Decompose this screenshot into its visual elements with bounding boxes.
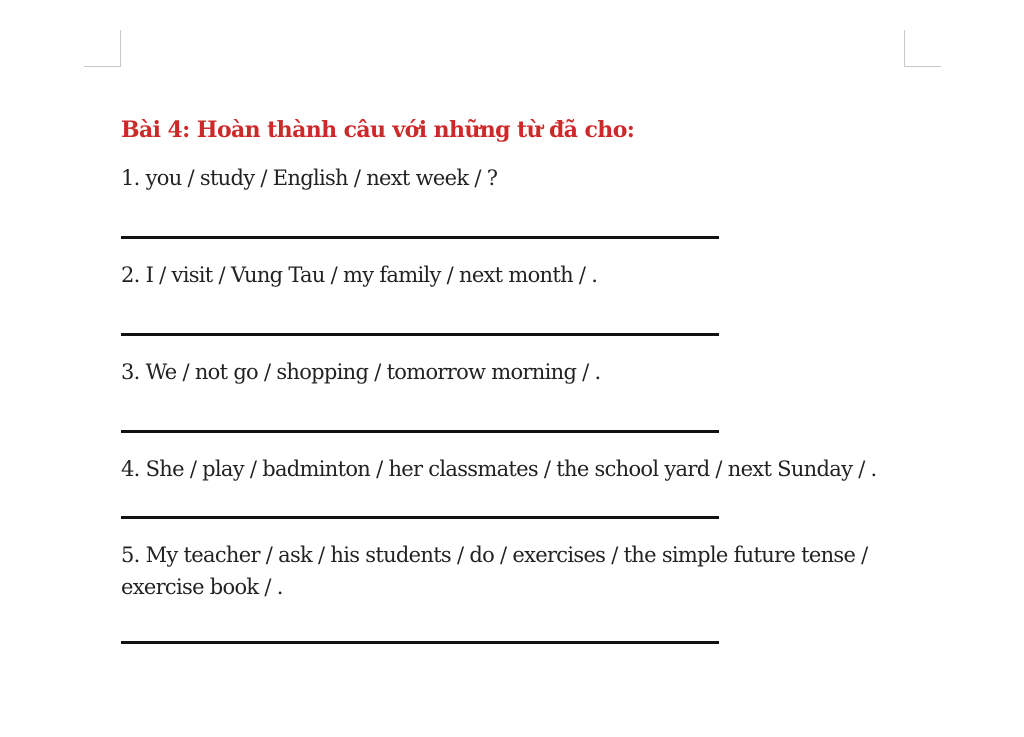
- exercise-question: 1. you / study / English / next week / ?: [121, 166, 498, 190]
- exercise-question: 3. We / not go / shopping / tomorrow morning / .: [121, 360, 601, 384]
- exercise-question: 4. She / play / badminton / her classmates / the school yard / next Sunday / .: [121, 457, 877, 481]
- answer-line[interactable]: [121, 236, 719, 239]
- exercise-title: Bài 4: Hoàn thành câu với những từ đã cho:: [121, 117, 635, 143]
- exercise-item: [121, 453, 911, 519]
- answer-line[interactable]: [121, 641, 719, 644]
- exercise-item: [121, 539, 911, 644]
- exercise-item: [121, 259, 911, 336]
- answer-line[interactable]: [121, 430, 719, 433]
- page-corner-mark-left: [84, 30, 121, 67]
- exercise-section: [121, 112, 911, 644]
- answer-line[interactable]: [121, 516, 719, 519]
- exercise-question: 5. My teacher / ask / his students / do / exercises / the simple future tense / exercise book / .: [121, 543, 868, 599]
- exercise-item: [121, 356, 911, 433]
- page-corner-mark-right: [904, 30, 941, 67]
- exercise-item: [121, 162, 911, 239]
- exercise-question: 2. I / visit / Vung Tau / my family / next month / .: [121, 263, 598, 287]
- answer-line[interactable]: [121, 333, 719, 336]
